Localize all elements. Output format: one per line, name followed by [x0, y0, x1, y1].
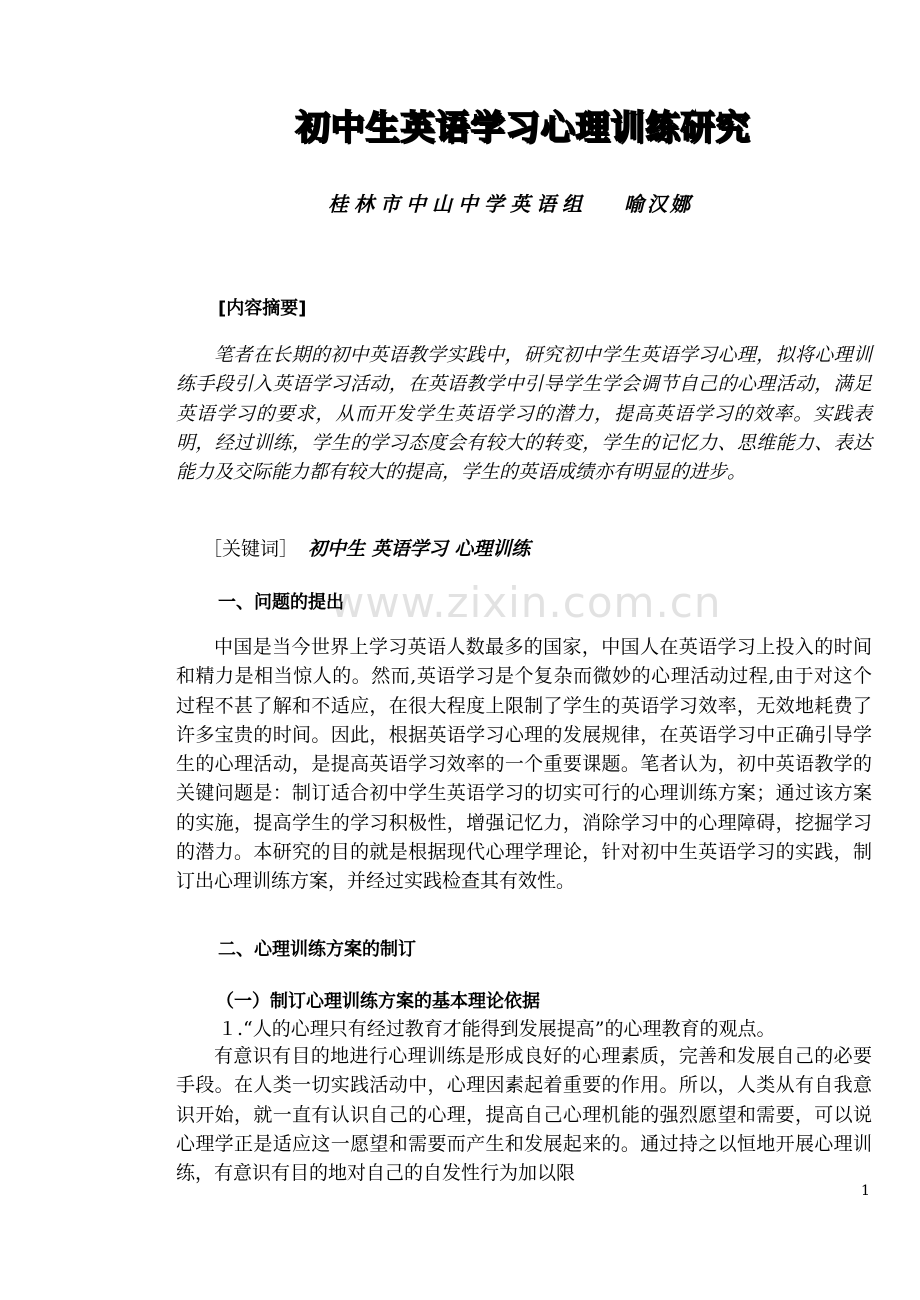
theory-point-one-body: 有意识有目的地进行心理训练是形成良好的心理素质，完善和发展自己的必要手段。在人类一切实践活动中，心理因素起着重要的作用。所以，人类从有自我意识开始，就一直有认识自己的心理，提高自己心理机能的强烈愿望和需要，可以说心理学正是适应这一愿望和需要而产生和发展起来的。通过持之以恒地开展心理训练，有意识有目的地对自己的自发性行为加以限	[176, 1045, 872, 1185]
page-number: 1	[861, 1183, 870, 1199]
watermark: www.zixin.com.cn	[330, 578, 722, 627]
keywords-line	[203, 534, 530, 561]
abstract-heading: [内容摘要]	[218, 298, 307, 319]
theory-point-one: １.“人的心理只有经过教育才能得到发展提高”的心理教育的观点。	[218, 1018, 776, 1040]
section-body-problem: 中国是当今世界上学习英语人数最多的国家，中国人在英语学习上投入的时间和精力是相当惊人的。然而,英语学习是个复杂而微妙的心理活动过程,由于对这个过程不甚了解和不适应，在很大程度上限制了学生的英语学习效率，无效地耗费了许多宝贵的时间。因此，根据英语学习心理的发展规律，在英语学习中正确引导学生的心理活动，是提高英语学习效率的一个重要课题。笔者认为，初中英语教学的关键问题是：制订适合初中学生英语学习的切实可行的心理训练方案；通过该方案的实施，提高学生的学习积极性，增强记忆力，消除学习中的心理障碍，挖掘学习的潜力。本研究的目的就是根据现代心理学理论，针对初中生英语学习的实践，制订出心理训练方案，并经过实践检查其有效性。	[176, 636, 872, 893]
section-heading-problem: 一、问题的提出	[218, 592, 344, 613]
section-heading-plan: 二、心理训练方案的制订	[218, 939, 416, 960]
document-title: 初中生英语学习心理训练研究	[295, 108, 751, 148]
keywords-label: ［关键词］	[203, 538, 299, 560]
author-organization: 桂林市中山中学英语组	[328, 192, 588, 216]
author-line	[328, 188, 693, 217]
abstract-body: 笔者在长期的初中英语教学实践中，研究初中学生英语学习心理，拟将心理训练手段引入英语学习活动，在英语教学中引导学生学会调节自己的心理活动，满足英语学习的要求，从而开发学生英语学习的潜力，提高英语学习的效率。实践表明，经过训练，学生的学习态度会有较大的转变，学生的记忆力、思维能力、表达能力及交际能力都有较大的提高，学生的英语成绩亦有明显的进步。	[176, 344, 872, 484]
subsection-heading-theory: （一）制订心理训练方案的基本理论依据	[216, 991, 540, 1012]
keywords-values: 初中生 英语学习 心理训练	[308, 538, 531, 560]
author-name: 喻汉娜	[624, 192, 693, 216]
